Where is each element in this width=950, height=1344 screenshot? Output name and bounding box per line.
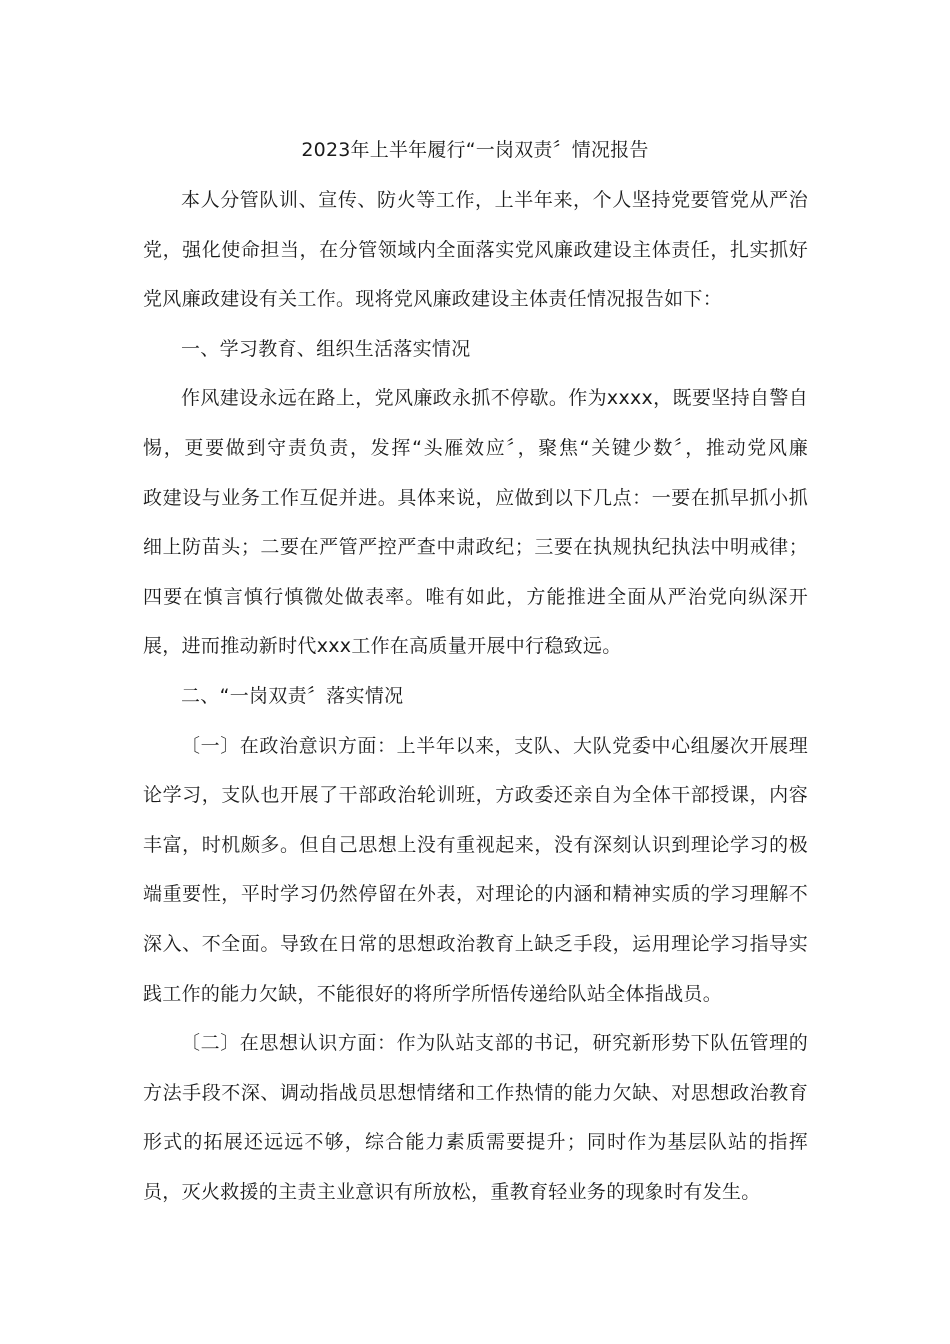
text-line: 深入、不全面。导致在日常的思想政治教育上缺乏手段，运用理论学习指导实 [143,932,808,955]
text-line: 员，灭火救援的主责主业意识有所放松，重教育轻业务的现象时有发生。 [143,1180,761,1203]
text-line: 丰富，时机颇多。但自己思想上没有重视起来，没有深刻认识到理论学习的极 [143,833,808,856]
text-line: 形式的拓展还远远不够，综合能力素质需要提升；同时作为基层队站的指挥 [143,1131,808,1154]
text-line: 政建设与业务工作互促并进。具体来说，应做到以下几点：一要在抓早抓小抓 [143,486,808,509]
text-line: 践工作的能力欠缺，不能很好的将所学所悟传递给队站全体指战员。 [143,982,723,1005]
text-line: 四要在慎言慎行慎微处做表率。唯有如此，方能推进全面从严治党向纵深开 [143,585,808,608]
document-body [143,185,808,1226]
text-line: 本人分管队训、宣传、防火等工作，上半年来，个人坚持党要管党从严治 [181,189,808,211]
document-title: 2023年上半年履行“一岗双责〞情况报告 [301,139,649,161]
text-line: 端重要性，平时学习仍然停留在外表，对理论的内涵和精神实质的学习理解不 [143,883,808,906]
text-line: 〔二〕在思想认识方面：作为队站支部的书记，研究新形势下队伍管理的 [181,1032,808,1055]
text-line: 展，进而推动新时代xxx工作在高质量开展中行稳致远。 [143,635,622,658]
text-line: 论学习，支队也开展了干部政治轮训班，方政委还亲自为全体干部授课，内容 [143,784,808,807]
text-line: 二、“一岗双责〞落实情况 [181,684,404,707]
text-line: 方法手段不深、调动指战员思想情绪和工作热情的能力欠缺、对思想政治教育 [143,1081,808,1104]
text-line: 作风建设永远在路上，党风廉政永抓不停歇。作为xxxx，既要坚持自警自 [181,387,808,410]
text-line: 惕，更要做到守责负责，发挥“头雁效应〞，聚焦“关键少数〞，推动党风廉 [143,436,808,459]
text-line: 细上防苗头；二要在严管严控严查中肃政纪；三要在执规执纪执法中明戒律； [143,536,808,559]
text-line: 〔一〕在政治意识方面：上半年以来，支队、大队党委中心组屡次开展理 [181,734,808,757]
text-line: 一、学习教育、组织生活落实情况 [181,337,471,360]
text-line: 党，强化使命担当，在分管领域内全面落实党风廉政建设主体责任，扎实抓好 [143,238,808,261]
text-line: 党风廉政建设有关工作。现将党风廉政建设主体责任情况报告如下： [143,288,723,311]
